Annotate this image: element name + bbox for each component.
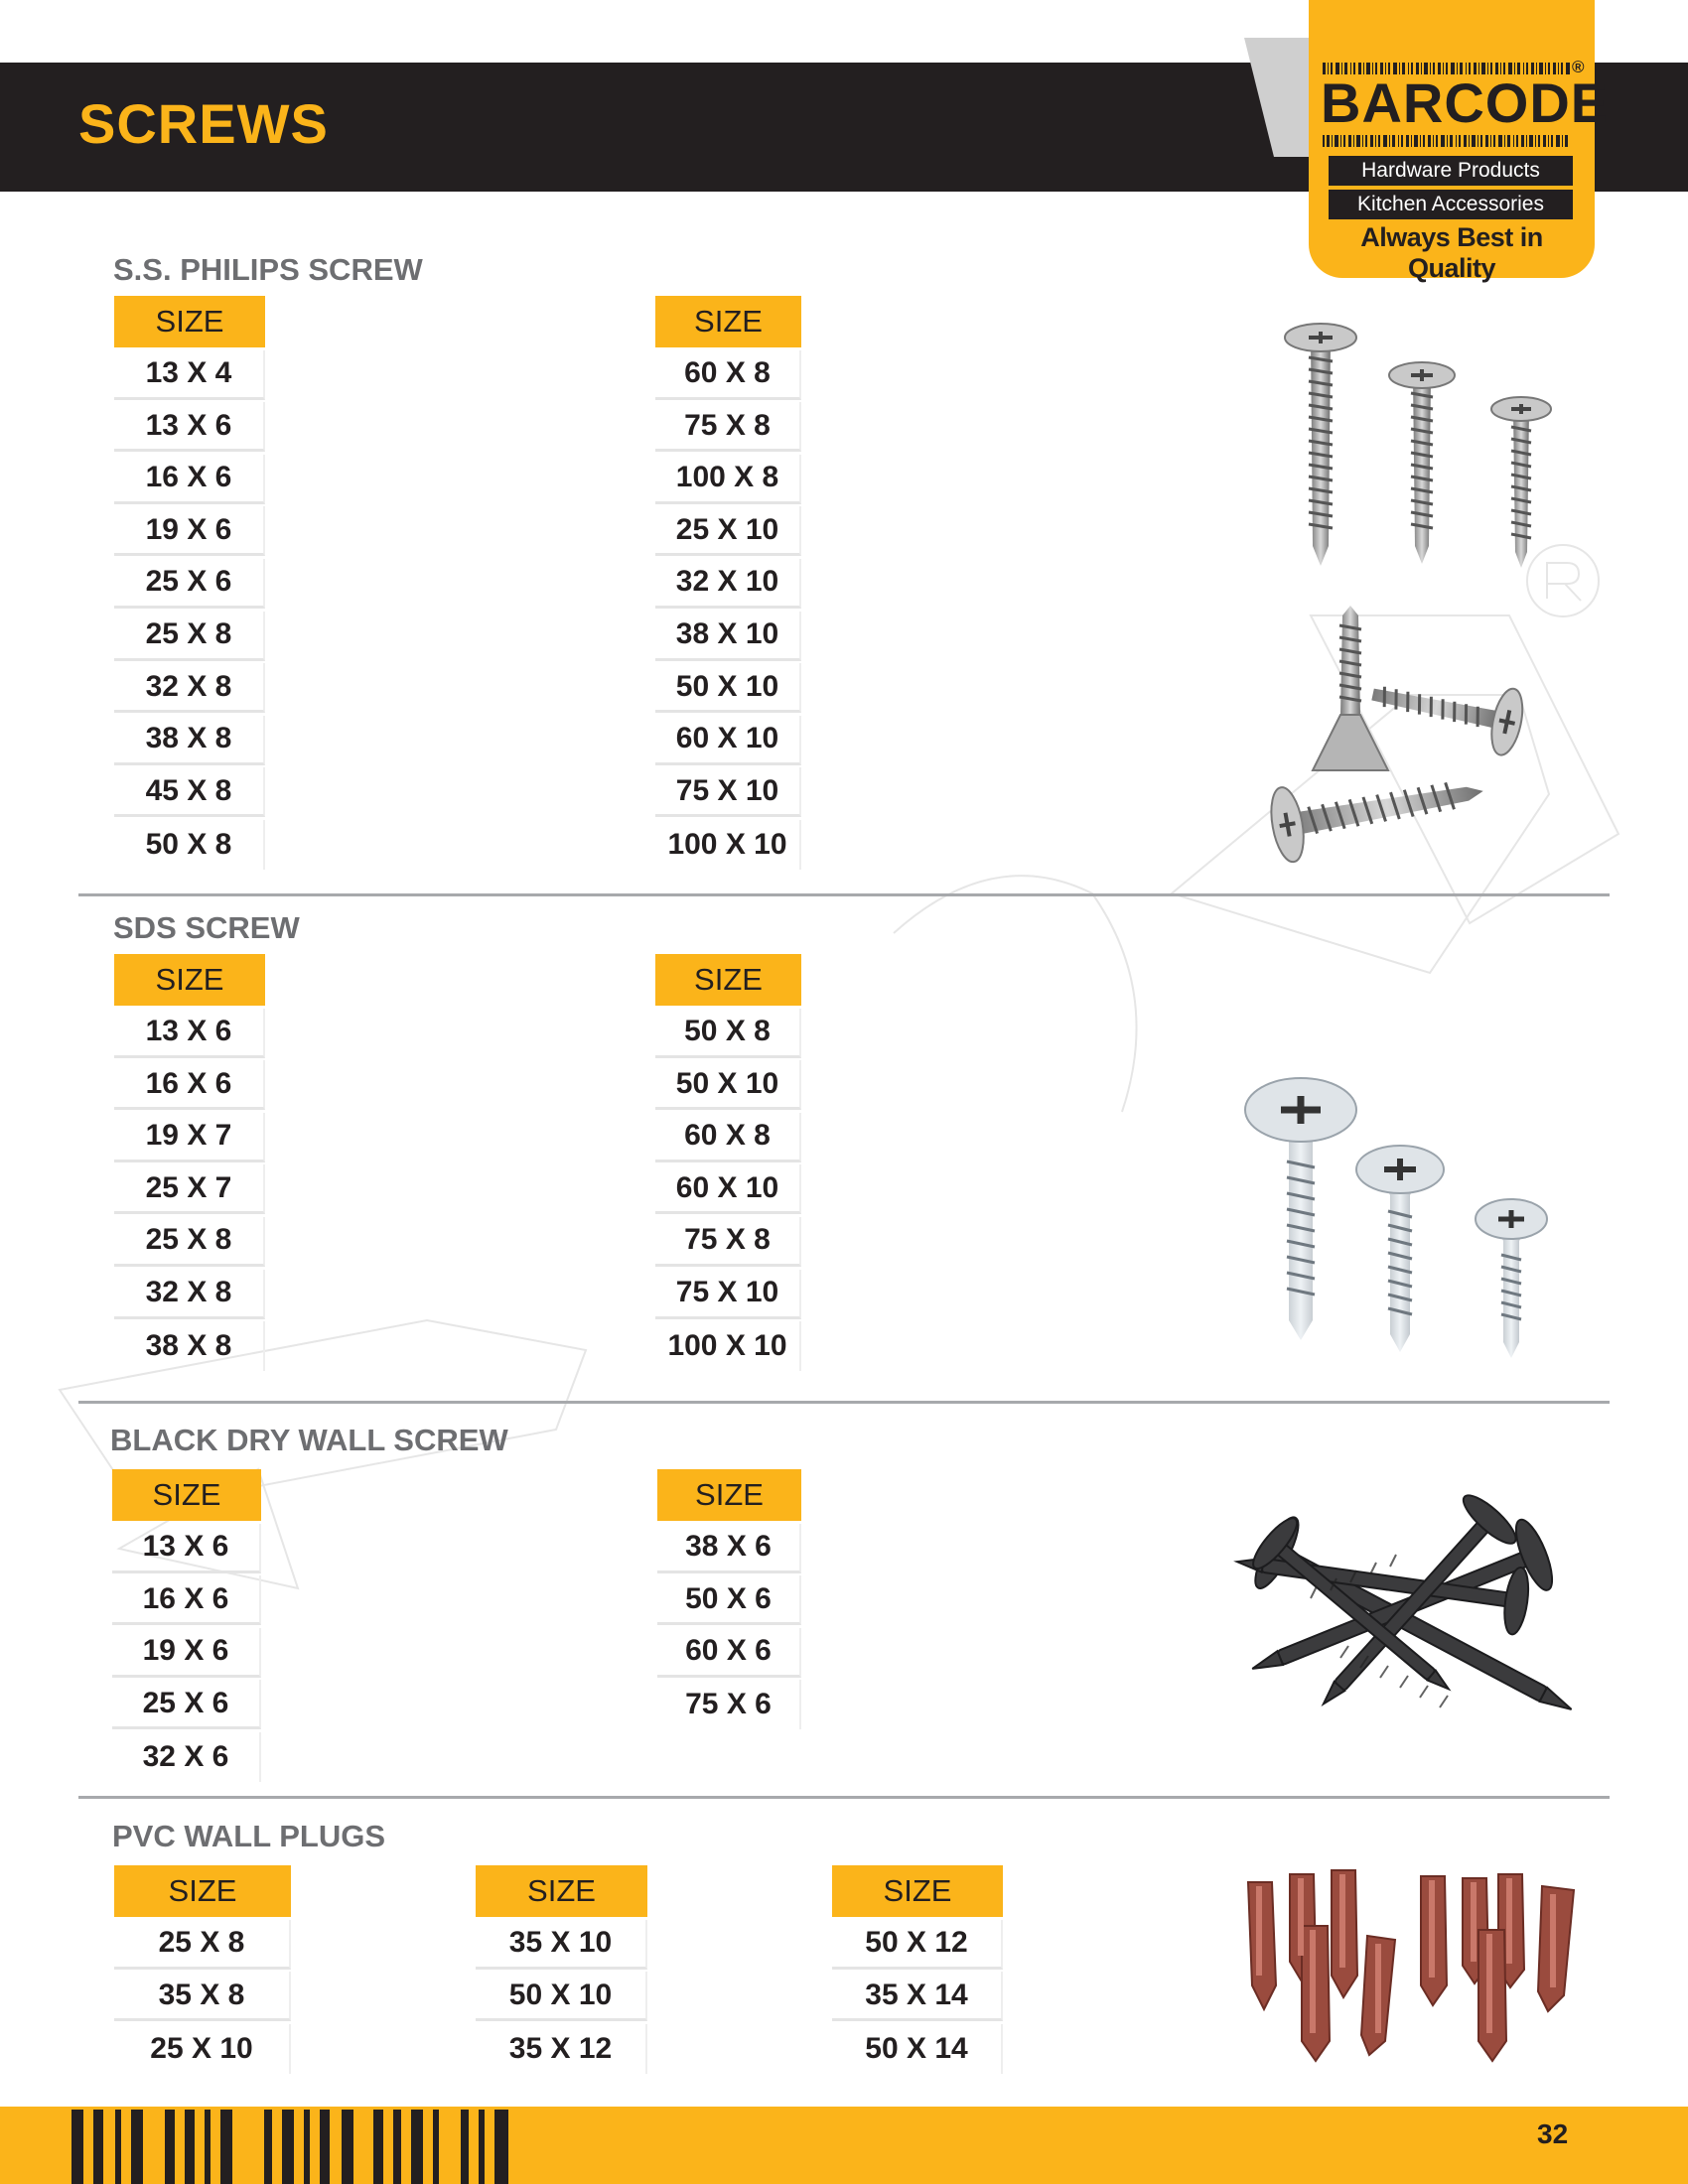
size-cell: 25 X 6 xyxy=(112,1680,261,1729)
size-cell: 50 X 10 xyxy=(655,1060,801,1110)
size-cell: 60 X 6 xyxy=(657,1628,801,1678)
registered-mark: ® xyxy=(1572,58,1585,76)
size-cell: 38 X 8 xyxy=(114,716,265,765)
size-cell: 25 X 8 xyxy=(114,1217,265,1267)
size-cell: 25 X 8 xyxy=(114,612,265,661)
size-cell: 13 X 4 xyxy=(114,350,265,400)
size-cell: 35 X 10 xyxy=(476,1920,647,1970)
size-cell: 25 X 7 xyxy=(114,1164,265,1214)
section-divider xyxy=(78,893,1610,896)
section-title-black-dry-wall: BLACK DRY WALL SCREW xyxy=(110,1423,508,1457)
size-cell: 38 X 10 xyxy=(655,612,801,661)
section-divider xyxy=(78,1401,1610,1404)
size-cell: 32 X 8 xyxy=(114,1270,265,1319)
size-cell: 60 X 10 xyxy=(655,716,801,765)
logo-brand-name: BARCODE xyxy=(1321,71,1610,134)
ss-philips-size-table-1 xyxy=(114,296,265,870)
size-header: SIZE xyxy=(114,296,265,347)
size-cell: 75 X 10 xyxy=(655,767,801,817)
footer-barcode-icon xyxy=(71,2110,523,2184)
size-cell: 35 X 12 xyxy=(476,2024,647,2074)
sds-size-table-1 xyxy=(114,954,265,1371)
size-cell: 75 X 10 xyxy=(655,1270,801,1319)
size-cell: 50 X 12 xyxy=(832,1920,1003,1970)
size-cell: 32 X 8 xyxy=(114,663,265,713)
size-cell: 50 X 10 xyxy=(655,663,801,713)
size-cell: 19 X 6 xyxy=(114,506,265,556)
size-header: SIZE xyxy=(655,296,801,347)
size-cell: 75 X 6 xyxy=(657,1680,801,1729)
size-cell: 32 X 6 xyxy=(112,1732,261,1782)
size-cell: 25 X 6 xyxy=(114,559,265,609)
section-title-ss-philips: S.S. PHILIPS SCREW xyxy=(113,252,423,287)
size-cell: 32 X 10 xyxy=(655,559,801,609)
logo-slogan: Always Best in Quality xyxy=(1360,222,1543,283)
size-cell: 60 X 10 xyxy=(655,1164,801,1214)
size-cell: 75 X 8 xyxy=(655,402,801,452)
size-cell: 25 X 10 xyxy=(655,506,801,556)
black-dry-wall-screw-photo xyxy=(1221,1479,1599,1757)
size-cell: 50 X 8 xyxy=(114,820,265,870)
size-cell: 50 X 8 xyxy=(655,1009,801,1058)
size-cell: 25 X 10 xyxy=(114,2024,291,2074)
sds-screw-photo xyxy=(1241,1072,1579,1380)
size-header: SIZE xyxy=(114,954,265,1006)
pvc-wall-plugs-photo xyxy=(1236,1866,1594,2065)
size-cell: 38 X 8 xyxy=(114,1321,265,1371)
size-cell: 16 X 6 xyxy=(112,1575,261,1625)
size-header: SIZE xyxy=(657,1469,801,1521)
size-cell: 50 X 10 xyxy=(476,1972,647,2021)
size-cell: 60 X 8 xyxy=(655,1113,801,1162)
size-cell: 75 X 8 xyxy=(655,1217,801,1267)
size-cell: 16 X 6 xyxy=(114,1060,265,1110)
size-cell: 100 X 10 xyxy=(655,820,801,870)
size-cell: 13 X 6 xyxy=(114,402,265,452)
size-cell: 50 X 14 xyxy=(832,2024,1003,2074)
size-cell: 25 X 8 xyxy=(114,1920,291,1970)
logo-tagline-hardware: Hardware Products xyxy=(1329,156,1573,186)
size-header: SIZE xyxy=(655,954,801,1006)
size-cell: 13 X 6 xyxy=(112,1524,261,1573)
size-cell: 60 X 8 xyxy=(655,350,801,400)
size-cell: 100 X 8 xyxy=(655,455,801,504)
size-cell: 45 X 8 xyxy=(114,767,265,817)
barcode-logo xyxy=(1309,0,1610,283)
size-cell: 35 X 8 xyxy=(114,1972,291,2021)
pvc-size-table-1 xyxy=(114,1865,291,2074)
size-cell: 50 X 6 xyxy=(657,1575,801,1625)
section-title-sds: SDS SCREW xyxy=(113,910,300,945)
sds-size-table-2 xyxy=(655,954,801,1371)
pvc-size-table-3 xyxy=(832,1865,1003,2074)
page-title: SCREWS xyxy=(78,92,329,155)
logo-tagline-kitchen: Kitchen Accessories xyxy=(1329,190,1573,219)
size-cell: 19 X 6 xyxy=(112,1628,261,1678)
dry-wall-size-table-1 xyxy=(112,1469,261,1782)
section-title-pvc-wall-plugs: PVC WALL PLUGS xyxy=(112,1819,386,1853)
dry-wall-size-table-2 xyxy=(657,1469,801,1729)
ss-philips-screw-photo xyxy=(1251,318,1628,874)
logo-barcode-bottom-icon xyxy=(1323,135,1571,147)
size-cell: 19 X 7 xyxy=(114,1113,265,1162)
pvc-size-table-2 xyxy=(476,1865,647,2074)
size-cell: 35 X 14 xyxy=(832,1972,1003,2021)
size-header: SIZE xyxy=(476,1865,647,1917)
size-cell: 16 X 6 xyxy=(114,455,265,504)
page-number: 32 xyxy=(1537,2118,1569,2149)
size-header: SIZE xyxy=(832,1865,1003,1917)
size-cell: 100 X 10 xyxy=(655,1321,801,1371)
size-cell: 38 X 6 xyxy=(657,1524,801,1573)
size-header: SIZE xyxy=(114,1865,291,1917)
ss-philips-size-table-2 xyxy=(655,296,801,870)
size-header: SIZE xyxy=(112,1469,261,1521)
size-cell: 13 X 6 xyxy=(114,1009,265,1058)
section-divider xyxy=(78,1796,1610,1799)
